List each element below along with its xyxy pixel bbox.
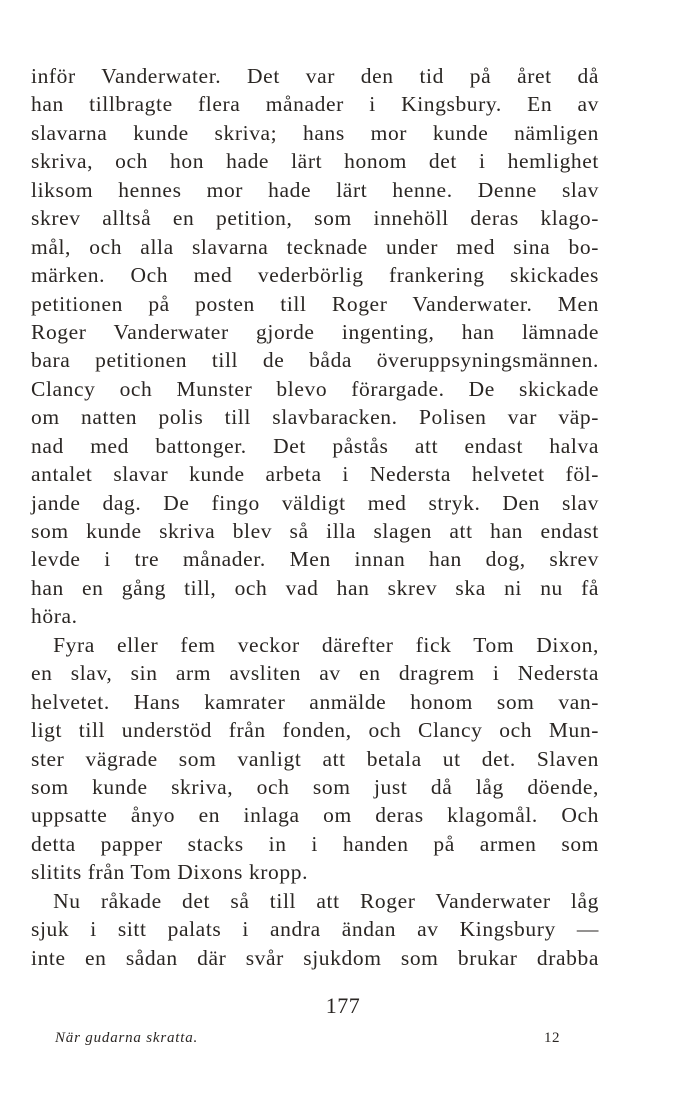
- text-line: Clancy och Munster blevo förargade. De skickade: [31, 376, 599, 401]
- text-line: antalet slavar kunde arbeta i Nedersta helvetet föl-: [31, 462, 599, 487]
- text-line: levde i tre månader. Men innan han dog, skrev: [31, 547, 599, 572]
- signature-footer: [55, 1030, 560, 1054]
- text-line: han en gång till, och vad han skrev ska ni nu få: [31, 575, 599, 600]
- text-line: mål, och alla slavarna tecknade under med sina bo-: [31, 234, 599, 259]
- text-line: märken. Och med vederbörlig frankering skickades: [31, 263, 599, 288]
- text-line: ster vägrade som vanligt att betala ut det. Slaven: [31, 746, 599, 771]
- text-line: nad med battonger. Det påstås att endast halva: [31, 433, 599, 458]
- text-line: inför Vanderwater. Det var den tid på året då: [31, 64, 599, 88]
- text-line: som kunde skriva blev så illa slagen att han endast: [31, 519, 599, 543]
- signature-mark: 12: [544, 1030, 560, 1046]
- text-line: höra.: [31, 604, 78, 629]
- text-line: detta papper stacks in i handen på armen som: [31, 831, 599, 856]
- text-line: jande dag. De fingo väldigt med stryk. Den slav: [31, 490, 599, 515]
- text-line: som kunde skriva, och som just då låg döende,: [31, 774, 599, 799]
- text-line: sjuk i sitt palats i andra ändan av Kingsbury —: [31, 917, 599, 942]
- signature-title: När gudarna skratta.: [55, 1030, 199, 1046]
- text-line: Nu råkade det så till att Roger Vanderwater låg: [31, 888, 599, 913]
- text-line: skriva, och hon hade lärt honom det i hemlighet: [31, 149, 599, 174]
- text-line: en slav, sin arm avsliten av en dragrem i Nedersta: [31, 661, 599, 686]
- text-line: han tillbragte flera månader i Kingsbury. En av: [31, 92, 599, 117]
- text-line: bara petitionen till de båda överuppsyningsmännen.: [31, 348, 599, 373]
- text-line: slitits från Tom Dixons kropp.: [31, 860, 309, 885]
- text-line: Fyra eller fem veckor därefter fick Tom Dixon,: [31, 632, 599, 657]
- text-line: ligt till understöd från fonden, och Clancy och Mun-: [31, 718, 599, 743]
- text-line: petitionen på posten till Roger Vanderwater. Men: [31, 291, 599, 316]
- text-line: om natten polis till slavbaracken. Polisen var väp-: [31, 405, 599, 430]
- body-text: [31, 62, 599, 972]
- text-line: skrev alltså en petition, som innehöll deras klago-: [31, 206, 599, 231]
- text-line: Roger Vanderwater gjorde ingenting, han lämnade: [31, 319, 599, 344]
- text-line: helvetet. Hans kamrater anmälde honom som van-: [31, 689, 599, 714]
- text-line: inte en sådan där svår sjukdom som brukar drabba: [31, 945, 599, 970]
- text-line: slavarna kunde skriva; hans mor kunde nämligen: [31, 120, 599, 145]
- text-line: uppsatte ånyo en inlaga om deras klagomål. Och: [31, 803, 599, 828]
- text-line: liksom hennes mor hade lärt henne. Denne slav: [31, 177, 599, 202]
- page-number: 177: [325, 993, 361, 1018]
